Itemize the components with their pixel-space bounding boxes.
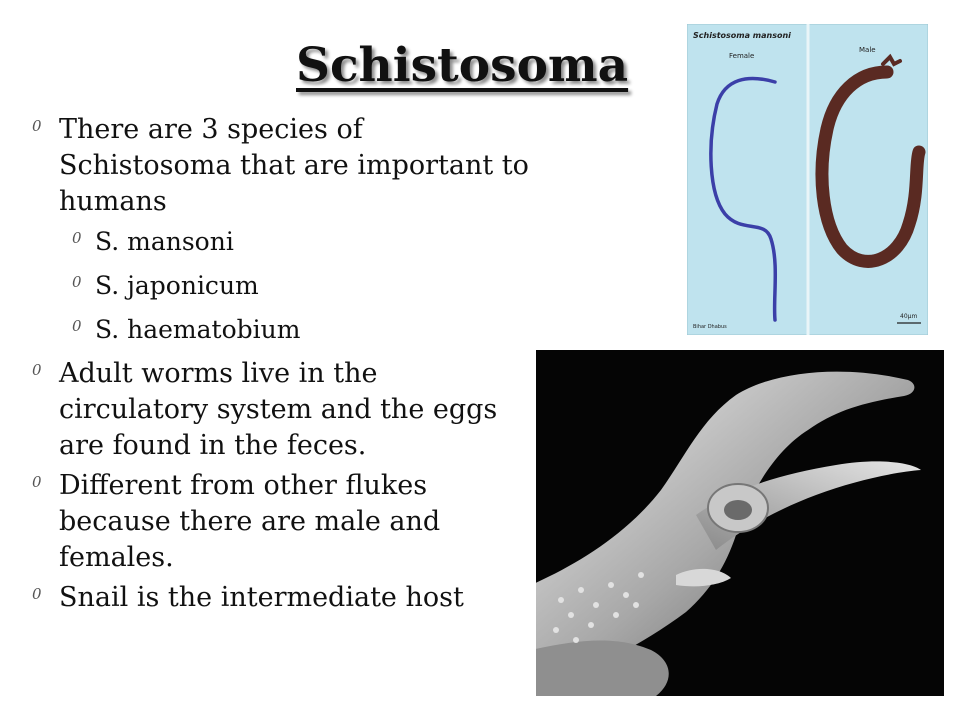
bullet-text: S. haematobium xyxy=(95,315,301,344)
bullet-text: Adult worms live in the circulatory system and the eggs are found in the feces. xyxy=(59,358,498,461)
micrograph-caption: Schistosoma mansoni xyxy=(693,31,791,40)
bullet-marker: 0 xyxy=(32,361,42,379)
bullet-text: S. japonicum xyxy=(95,271,259,300)
sem-micrograph-image xyxy=(536,350,944,696)
sub-bullet-japonicum xyxy=(32,268,532,304)
slide-title: Schistosoma xyxy=(296,38,629,93)
credit-label: Bihar Dhabus xyxy=(693,324,727,330)
bullet-text: There are 3 species of Schistosoma that are important to humans xyxy=(59,114,529,217)
female-label: Female xyxy=(729,52,755,60)
micrograph-image xyxy=(687,24,928,335)
bullet-adult-worms xyxy=(32,356,532,464)
bullet-marker: 0 xyxy=(72,317,82,335)
bullet-text: S. mansoni xyxy=(95,227,234,256)
bullet-snail-host xyxy=(32,580,532,616)
male-label: Male xyxy=(859,46,876,54)
bullet-marker: 0 xyxy=(32,117,42,135)
bullet-list xyxy=(32,112,532,620)
bullet-marker: 0 xyxy=(72,273,82,291)
sub-bullet-mansoni xyxy=(32,224,532,260)
sub-bullet-haematobium xyxy=(32,312,532,348)
scale-label: 40µm xyxy=(900,313,918,320)
bullet-marker: 0 xyxy=(72,229,82,247)
bullet-marker: 0 xyxy=(32,473,42,491)
bullet-marker: 0 xyxy=(32,585,42,603)
bullet-text: Snail is the intermediate host xyxy=(59,582,464,613)
bullet-species-intro xyxy=(32,112,532,220)
bullet-text: Different from other flukes because there are male and females. xyxy=(59,470,441,573)
bullet-different-flukes xyxy=(32,468,532,576)
